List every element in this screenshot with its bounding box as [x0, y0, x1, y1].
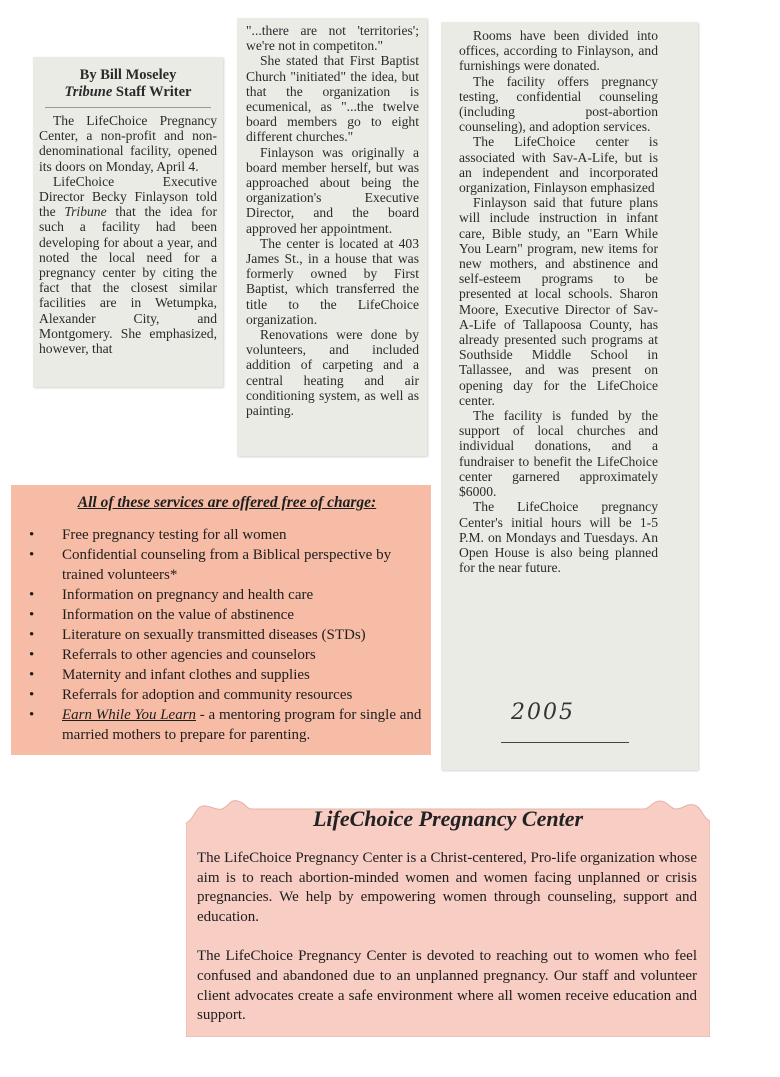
bullet-icon: •: [29, 707, 35, 723]
article-paragraph: The facility is funded by the support of local churches and individual donations, and a fundraiser to benefit the LifeChoice center garnered approximately $6000.: [459, 408, 658, 500]
services-list-item: [29, 585, 425, 605]
bullet-icon: •: [29, 687, 35, 703]
article-column-3: [441, 22, 698, 770]
services-list-item: [29, 605, 425, 625]
article-paragraph: "...there are not 'territories'; we're not in competiton.": [246, 23, 419, 54]
byline-title-rest: Staff Writer: [112, 84, 192, 100]
byline-title: [45, 84, 211, 101]
service-text: Literature on sexually transmitted diseases (STDs): [62, 627, 366, 643]
article-paragraph: [39, 174, 217, 356]
article-text: LifeChoice Executive Director Becky Finlayson told the: [39, 173, 217, 220]
article-text: that the idea for such a facility had been developing for about a year, and noted the local need for a pregnancy center by citing the fact that the closest similar facilities are in Wetumpka, Alexander City, and Montgomery. She emphasized, however, that: [39, 204, 217, 357]
service-text: Referrals for adoption and community resources: [62, 687, 353, 703]
services-list-item: [29, 685, 425, 705]
earn-while-you-learn-label: Earn While You Learn: [62, 707, 197, 723]
handwritten-underline: [501, 742, 629, 743]
article-paragraph: She stated that First Baptist Church "initiated" the idea, but that the organization is ecumenical, as "...the twelve board members go to eight different churches.": [246, 53, 419, 145]
byline: [45, 57, 211, 108]
service-text: - a mentoring program for single and married mothers to prepare for parenting.: [62, 707, 422, 743]
bullet-icon: •: [29, 627, 35, 643]
services-list-item: [29, 665, 425, 685]
article-text-italic: Tribune: [64, 204, 107, 220]
article-paragraph: Finlayson said that future plans will include instruction in infant care, Bible study, an "Earn While You Learn" program, new items for new mothers, and abstinence and self-esteem programs to be presented at local schools. Sharon Moore, Executive Director of Sav-A-Life of Tallapoosa County, has already presented such programs at Southside Middle School in Tallassee, and was present on opening day for the LifeChoice center.: [459, 195, 658, 408]
article-column-1: [33, 57, 223, 387]
bullet-icon: •: [29, 527, 35, 543]
article-paragraph: Renovations were done by volunteers, and included addition of carpeting and a central heating and air conditioning system, as well as painting.: [246, 327, 419, 419]
byline-author: By Bill Moseley: [79, 67, 177, 83]
mission-title: LifeChoice Pregnancy Center: [312, 806, 584, 831]
article-paragraph: The center is located at 403 James St., in a house that was formerly owned by First Baptist, which transferred the title to the LifeChoice organization.: [246, 235, 419, 327]
article-paragraph: The facility offers pregnancy testing, confidential counseling (including post-abortion counseling), and adoption services.: [459, 73, 658, 135]
article-paragraph: The LifeChoice center is associated with Sav-A-Life, but is an independent and incorporated organization, Finlayson emphasized: [459, 134, 658, 196]
services-list: [29, 525, 425, 745]
bullet-icon: •: [29, 607, 35, 623]
mission-box: [186, 799, 710, 1037]
service-text: Referrals to other agencies and counselors: [62, 647, 316, 663]
service-text: Information on the value of abstinence: [62, 607, 295, 623]
mission-body: [197, 849, 697, 1046]
service-text: Free pregnancy testing for all women: [62, 527, 287, 543]
mission-paragraph: The LifeChoice Pregnancy Center is devoted to reaching out to women who feel confused and abandoned due to an unplanned pregnancy. Our staff and volunteer client advocates create a safe environment where all women receive education and support.: [197, 948, 697, 1024]
bullet-icon: •: [29, 647, 35, 663]
article-paragraph: Rooms have been divided into offices, according to Finlayson, and furnishings were donated.: [459, 28, 658, 74]
article-column-2: [237, 18, 427, 456]
services-list-item: [29, 645, 425, 665]
service-text: Maternity and infant clothes and supplies: [62, 667, 310, 683]
article-paragraph: The LifeChoice Pregnancy Center, a non-profit and non-denominational facility, opened its doors on Monday, April 4.: [39, 113, 217, 174]
mission-paragraph: The LifeChoice Pregnancy Center is a Christ-centered, Pro-life organization whose aim is to reach abortion-minded women and women facing unplanned or crisis pregnancies. We help by empowering women through counseling, support and education.: [197, 850, 697, 925]
services-list-item: [29, 545, 425, 585]
service-text: Confidential counseling from a Biblical perspective by trained volunteers*: [62, 547, 392, 583]
services-list-item: [29, 525, 425, 545]
bullet-icon: •: [29, 587, 35, 603]
service-text: Information on pregnancy and health care: [62, 587, 314, 603]
article-paragraph: Finlayson was originally a board member herself, but was approached about being the organization's Executive Director, and the board approved her appointment.: [246, 144, 419, 236]
services-list-item: [29, 625, 425, 645]
bullet-icon: •: [29, 667, 35, 683]
bullet-icon: •: [29, 547, 35, 563]
services-heading: All of these services are offered free of charge:: [77, 494, 377, 511]
byline-title-italic: Tribune: [64, 84, 113, 100]
services-box: [11, 485, 431, 755]
services-list-item: [29, 705, 425, 745]
handwritten-year: 2005: [511, 700, 575, 725]
article-paragraph: The LifeChoice pregnancy Center's initial hours will be 1-5 P.M. on Mondays and Tuesdays. An Open House is also being planned for the near future.: [459, 499, 658, 576]
